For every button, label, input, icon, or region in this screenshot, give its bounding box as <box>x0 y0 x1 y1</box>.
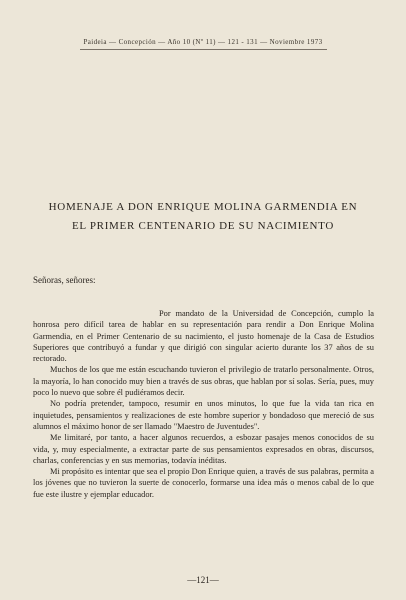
paragraph-1: Por mandato de la Universidad de Concepción, cumplo la honrosa pero difícil tarea de hablar en su representación para rendir a Don Enrique Molina Garmendia, en el Primer Centenario de su nacimiento, el justo homenaje de la Casa de Estudios Superiores que contribuyó a fundar y que dirigió con singular acierto durante los 37 años de su rectorado. <box>33 309 374 364</box>
paragraph-5: Mi propósito es intentar que sea el propio Don Enrique quien, a través de sus palabras, permita a los jóvenes que no tuvieron la suerte de conocerlo, formarse una idea más o menos cabal de lo que fue este ilustre y ejemplar educador. <box>33 467 374 499</box>
title-line-1: HOMENAJE A DON ENRIQUE MOLINA GARMENDIA EN <box>48 201 358 213</box>
title-line-2: EL PRIMER CENTENARIO DE SU NACIMIENTO <box>71 220 335 232</box>
running-head: Paideia — Concepción — Año 10 (Nº 11) — 121 - 131 — Noviembre 1973 <box>83 38 323 46</box>
paragraph-4: Me limitaré, por tanto, a hacer algunos recuerdos, a esbozar pasajes menos conocidos de su vida, y, muy especialmente, a extractar parte de sus pensamientos expresados en obras, discursos, charlas, conferencias y en sus memorias, todavía inéditas. <box>33 433 374 465</box>
salutation: Señoras, señores: <box>33 275 96 285</box>
paragraph-3: No podría pretender, tampoco, resumir en unos minutos, lo que fue la vida tan rica en inquietudes, pensamientos y realizaciones de este hombre superior y bondadoso que mereció de sus alumnos el máximo honor de ser llamado "Maestro de Juventudes". <box>33 399 374 431</box>
paragraph-2: Muchos de los que me están escuchando tuvieron el privilegio de tratarlo personalmente. Otros, la mayoría, lo han conocido muy bien a través de sus obras, que hablan por sí solas. Sería, pues, muy poco lo nuevo que sobre él pudiéramos decir. <box>33 365 374 398</box>
article-body <box>33 308 374 500</box>
article-title <box>20 198 386 236</box>
page-number: —121— <box>187 575 219 585</box>
header-rule <box>80 49 327 50</box>
